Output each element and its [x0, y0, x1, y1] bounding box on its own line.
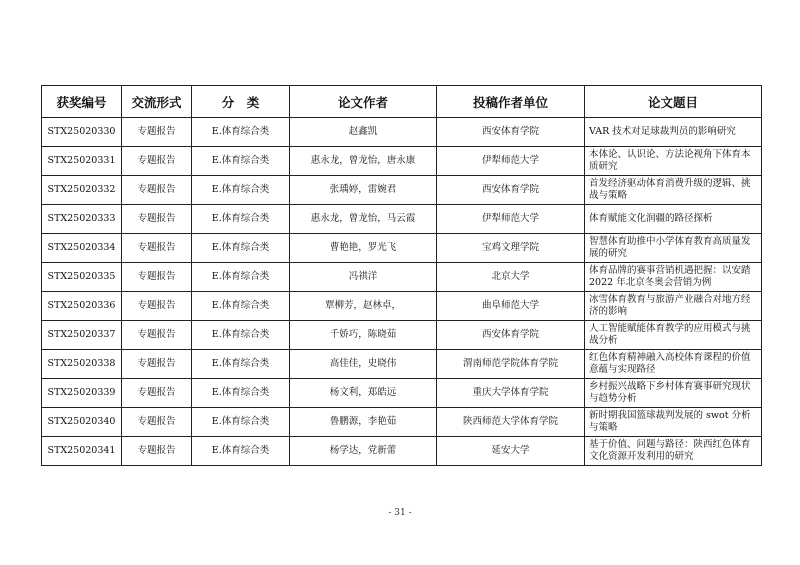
cell-exchange-form: 专题报告 — [122, 408, 192, 437]
cell-award-id: STX25020330 — [42, 118, 122, 147]
cell-award-id: STX25020340 — [42, 408, 122, 437]
table-row — [42, 234, 762, 263]
cell-authors: 千娇巧，陈晓茹 — [290, 321, 437, 350]
table-header-row — [42, 86, 762, 118]
cell-authors: 赵鑫凯 — [290, 118, 437, 147]
table-row — [42, 118, 762, 147]
table-row — [42, 176, 762, 205]
cell-award-id: STX25020339 — [42, 379, 122, 408]
header-category: 分 类 — [192, 86, 290, 118]
cell-category: E.体育综合类 — [192, 350, 290, 379]
table-row — [42, 147, 762, 176]
cell-authors: 杨学达，党新蕾 — [290, 437, 437, 466]
cell-author-unit: 宝鸡文理学院 — [437, 234, 585, 263]
table-row — [42, 263, 762, 292]
cell-exchange-form: 专题报告 — [122, 263, 192, 292]
cell-authors: 鲁鹏源，李艳茹 — [290, 408, 437, 437]
header-award-id: 获奖编号 — [42, 86, 122, 118]
cell-exchange-form: 专题报告 — [122, 234, 192, 263]
table-row — [42, 350, 762, 379]
cell-exchange-form: 专题报告 — [122, 205, 192, 234]
table-row — [42, 408, 762, 437]
cell-category: E.体育综合类 — [192, 408, 290, 437]
cell-award-id: STX25020336 — [42, 292, 122, 321]
cell-category: E.体育综合类 — [192, 147, 290, 176]
table-row — [42, 205, 762, 234]
cell-paper-title: 体育赋能文化润疆的路径探析 — [585, 205, 762, 234]
cell-author-unit: 曲阜师范大学 — [437, 292, 585, 321]
table-row — [42, 292, 762, 321]
cell-authors: 冯祺洋 — [290, 263, 437, 292]
cell-exchange-form: 专题报告 — [122, 350, 192, 379]
cell-award-id: STX25020332 — [42, 176, 122, 205]
cell-author-unit: 西安体育学院 — [437, 176, 585, 205]
cell-category: E.体育综合类 — [192, 118, 290, 147]
cell-author-unit: 陕西师范大学体育学院 — [437, 408, 585, 437]
awards-table — [41, 85, 762, 466]
cell-paper-title: VAR 技术对足球裁判员的影响研究 — [585, 118, 762, 147]
cell-exchange-form: 专题报告 — [122, 379, 192, 408]
cell-exchange-form: 专题报告 — [122, 292, 192, 321]
header-exchange-form: 交流形式 — [122, 86, 192, 118]
cell-award-id: STX25020335 — [42, 263, 122, 292]
cell-award-id: STX25020331 — [42, 147, 122, 176]
cell-exchange-form: 专题报告 — [122, 437, 192, 466]
cell-paper-title: 红色体育精神融入高校体育课程的价值意蕴与实现路径 — [585, 350, 762, 379]
cell-category: E.体育综合类 — [192, 292, 290, 321]
table-row — [42, 379, 762, 408]
cell-paper-title: 基于价值、问题与路径：陕西红色体育文化资源开发利用的研究 — [585, 437, 762, 466]
cell-category: E.体育综合类 — [192, 379, 290, 408]
header-paper-title: 论文题目 — [585, 86, 762, 118]
table-row — [42, 321, 762, 350]
table-body — [42, 118, 762, 466]
page-number: - 31 - — [388, 508, 412, 518]
cell-category: E.体育综合类 — [192, 205, 290, 234]
cell-paper-title: 乡村振兴战略下乡村体育赛事研究现状与趋势分析 — [585, 379, 762, 408]
cell-exchange-form: 专题报告 — [122, 176, 192, 205]
cell-authors: 曹艳艳，罗光飞 — [290, 234, 437, 263]
cell-category: E.体育综合类 — [192, 176, 290, 205]
cell-paper-title: 首发经济驱动体育消费升级的逻辑、挑战与策略 — [585, 176, 762, 205]
cell-award-id: STX25020333 — [42, 205, 122, 234]
cell-author-unit: 延安大学 — [437, 437, 585, 466]
cell-exchange-form: 专题报告 — [122, 118, 192, 147]
cell-award-id: STX25020337 — [42, 321, 122, 350]
cell-award-id: STX25020334 — [42, 234, 122, 263]
cell-paper-title: 体育品牌的赛事营销机遇把握：以安踏 2022 年北京冬奥会营销为例 — [585, 263, 762, 292]
cell-category: E.体育综合类 — [192, 234, 290, 263]
cell-authors: 惠永龙，曾龙怡，唐永康 — [290, 147, 437, 176]
cell-author-unit: 重庆大学体育学院 — [437, 379, 585, 408]
cell-authors: 覃柳芳，赵林卓， — [290, 292, 437, 321]
cell-author-unit: 渭南师范学院体育学院 — [437, 350, 585, 379]
cell-award-id: STX25020338 — [42, 350, 122, 379]
cell-author-unit: 西安体育学院 — [437, 118, 585, 147]
cell-category: E.体育综合类 — [192, 437, 290, 466]
table-row — [42, 437, 762, 466]
header-authors: 论文作者 — [290, 86, 437, 118]
cell-exchange-form: 专题报告 — [122, 321, 192, 350]
cell-authors: 张瑀婷，雷婉君 — [290, 176, 437, 205]
header-author-unit: 投稿作者单位 — [437, 86, 585, 118]
cell-paper-title: 人工智能赋能体育教学的应用模式与挑战分析 — [585, 321, 762, 350]
cell-exchange-form: 专题报告 — [122, 147, 192, 176]
cell-category: E.体育综合类 — [192, 321, 290, 350]
cell-award-id: STX25020341 — [42, 437, 122, 466]
cell-paper-title: 智慧体育助推中小学体育教育高质量发展的研究 — [585, 234, 762, 263]
cell-author-unit: 伊犁师范大学 — [437, 205, 585, 234]
cell-author-unit: 西安体育学院 — [437, 321, 585, 350]
cell-paper-title: 冰雪体育教育与旅游产业融合对地方经济的影响 — [585, 292, 762, 321]
cell-author-unit: 伊犁师范大学 — [437, 147, 585, 176]
cell-paper-title: 新时期我国篮球裁判发展的 swot 分析与策略 — [585, 408, 762, 437]
cell-authors: 杨文利，郑皓远 — [290, 379, 437, 408]
cell-authors: 惠永龙，曾龙怡，马云霞 — [290, 205, 437, 234]
cell-paper-title: 本体论、认识论、方法论视角下体育本质研究 — [585, 147, 762, 176]
cell-category: E.体育综合类 — [192, 263, 290, 292]
cell-author-unit: 北京大学 — [437, 263, 585, 292]
cell-authors: 高佳佳，史晓伟 — [290, 350, 437, 379]
